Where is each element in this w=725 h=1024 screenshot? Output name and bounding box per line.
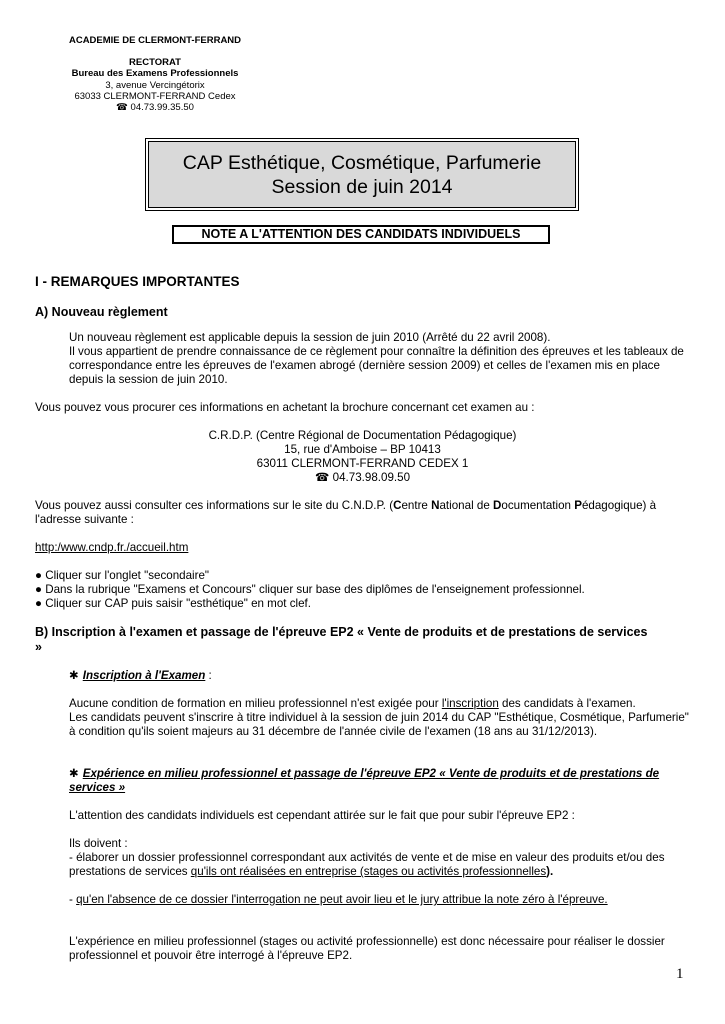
cndp-letter-c: C: [393, 499, 402, 512]
sub1-para1: [69, 697, 694, 711]
section-a-heading: A) Nouveau règlement: [35, 305, 168, 319]
page-number: 1: [676, 966, 684, 982]
bureau-street: 3, avenue Vercingétorix: [105, 80, 205, 91]
sub2-para2: Ils doivent :: [69, 837, 128, 850]
sub1-colon: :: [205, 669, 212, 682]
asterisk-icon: ✱: [69, 767, 79, 780]
crdp-street: 15, rue d'Amboise – BP 10413: [284, 443, 441, 456]
academy-name: ACADEMIE DE CLERMONT-FERRAND: [68, 35, 242, 46]
sub2-para5: L'expérience en milieu professionnel (stages ou activité professionnelle) est donc nécessaire pour réaliser le dossier professionnel et pouvoir être interrogé à l'épreuve EP2.: [69, 935, 665, 963]
bullet-item-1: ● Cliquer sur l'onglet "secondaire": [35, 569, 210, 582]
sub2-para3-underlined: qu'ils ont réalisées en entreprise (stages ou activités professionnelles: [190, 865, 547, 879]
sub2-para3: [69, 851, 694, 879]
sub2-para4: [69, 893, 694, 907]
section-a-para2: Il vous appartient de prendre connaissance de ce règlement pour connaître la définition des épreuves et les tableaux de correspondance entre les épreuves de l'examen abrogé (dernière session 2009) et celles de l'examen mis en place depuis la session de juin 2010.: [69, 345, 684, 387]
crdp-name: C.R.D.P. (Centre Régional de Documentation Pédagogique): [208, 429, 517, 442]
bureau-phone: [40, 102, 270, 114]
cndp-paragraph: [35, 499, 695, 527]
crdp-city: 63011 CLERMONT-FERRAND CEDEX 1: [256, 457, 469, 470]
asterisk-icon: ✱: [69, 669, 79, 682]
sub2-para3-end: ).: [546, 865, 554, 879]
section-b-heading: B) Inscription à l'examen et passage de l'épreuve EP2 « Vente de produits et de prestations de services »: [35, 625, 648, 654]
sub1-para1-text: des candidats à l'examen.: [498, 697, 636, 710]
cndp-letter-d: D: [493, 499, 502, 512]
telephone-icon: ☎: [314, 471, 330, 484]
title-line2: Session de juin 2014: [271, 176, 453, 198]
rectorat-label: RECTORAT: [129, 57, 181, 68]
sub1-label: Inscription à l'Examen: [82, 669, 206, 682]
sub1-heading: [69, 669, 694, 683]
bureau-phone-number: 04.73.99.35.50: [130, 102, 194, 113]
telephone-icon: ☎: [116, 102, 128, 113]
section1-heading: I - REMARQUES IMPORTANTES: [35, 274, 240, 289]
note-title: NOTE A L'ATTENTION DES CANDIDATS INDIVIDUELS: [172, 225, 550, 244]
cndp-letter-n: N: [431, 499, 440, 512]
sub2-para1: L'attention des candidats individuels est cependant attirée sur le fait que pour subir l'épreuve EP2 :: [69, 809, 575, 822]
sub2-heading: [69, 767, 694, 795]
cndp-text: entre: [401, 499, 432, 512]
brochure-intro: Vous pouvez vous procurer ces informations en achetant la brochure concernant cet examen au :: [35, 401, 535, 414]
sub2-para3-text: - élaborer un dossier professionnel correspondant aux activités de vente et de mise en valeur des produits et/ou des prestations de services: [69, 851, 665, 879]
cndp-text: Vous pouvez aussi consulter ces informations sur le site du C.N.D.P. (: [35, 499, 394, 512]
sub1-para2: Les candidats peuvent s'inscrire à titre individuel à la session de juin 2014 du CAP "Esthétique, Cosmétique, Parfumerie" à condition qu'ils soient majeurs au 31 décembre de l'année civile de l'examen (18 ans au 31/12/2013).: [69, 711, 689, 739]
crdp-phone: [140, 471, 585, 485]
sub2-para4-underlined: qu'en l'absence de ce dossier l'interrogation ne peut avoir lieu et le jury attribue la note zéro à l'épreuve.: [76, 893, 608, 906]
cndp-letter-p: P: [574, 499, 582, 512]
title-line1: CAP Esthétique, Cosmétique, Parfumerie: [182, 152, 542, 174]
cndp-text: ational de: [439, 499, 493, 512]
crdp-phone-number: 04.73.98.09.50: [332, 471, 411, 484]
cndp-url-link[interactable]: http:/www.cndp.fr./accueil.htm: [35, 541, 189, 554]
sub1-para1-text: Aucune condition de formation en milieu professionnel n'est exigée pour: [69, 697, 442, 710]
section-a-para1: Un nouveau règlement est applicable depuis la session de juin 2010 (Arrêté du 22 avril 2008).: [69, 331, 551, 344]
sub2-para4-dash: -: [69, 893, 77, 906]
bullet-item-2: ● Dans la rubrique "Examens et Concours" cliquer sur base des diplômes de l'enseignement professionnel.: [35, 583, 585, 596]
title-box: [148, 141, 576, 208]
cndp-text: édagogique) à l'adresse suivante :: [35, 499, 657, 527]
cndp-text: ocumentation: [501, 499, 575, 512]
bullet-item-3: ● Cliquer sur CAP puis saisir "esthétique" en mot clef.: [35, 597, 311, 610]
bureau-city: 63033 CLERMONT-FERRAND Cedex: [74, 91, 236, 102]
sub1-para1-underlined: l'inscription: [441, 697, 499, 710]
sub2-label: Expérience en milieu professionnel et passage de l'épreuve EP2 « Vente de produits et de prestations de services »: [69, 767, 660, 795]
bureau-name: Bureau des Examens Professionnels: [71, 68, 239, 79]
